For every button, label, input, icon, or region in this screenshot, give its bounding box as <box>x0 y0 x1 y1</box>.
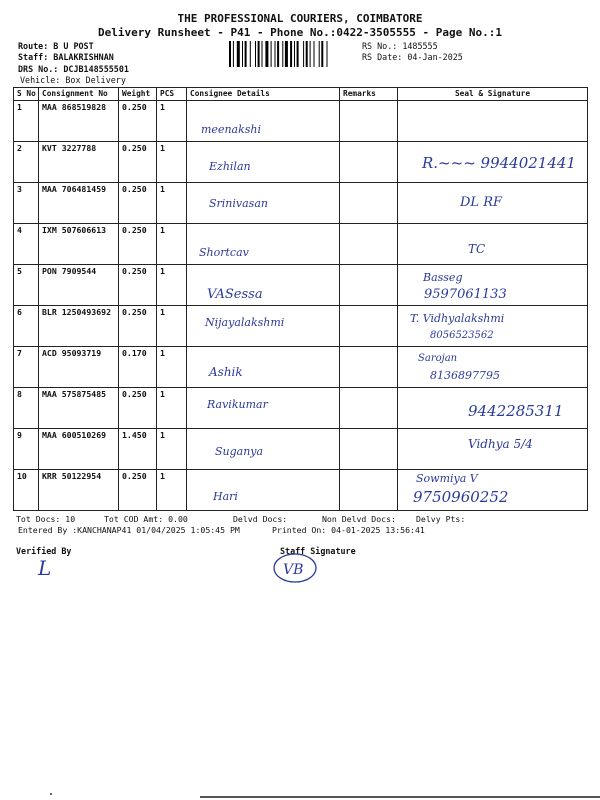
weight-cell: 0.250 <box>119 388 157 429</box>
seal-handwriting: 9442285311 <box>468 402 564 420</box>
entered-by: Entered By :KANCHANAP41 01/04/2025 1:05:45 PM <box>18 525 240 535</box>
remarks-cell <box>340 306 398 347</box>
seal-handwriting: TC <box>468 242 486 256</box>
seal-handwriting: T. Vidhyalakshmi <box>410 312 505 325</box>
rs-number: RS No.: 1485555 <box>362 41 438 51</box>
seal-signature-cell <box>398 347 588 388</box>
seal-signature-cell <box>398 306 588 347</box>
table-row <box>14 388 588 429</box>
column-header: Consignee Details <box>187 88 340 101</box>
seal-handwriting: Basseg <box>423 271 463 284</box>
serial-number-cell: 4 <box>14 224 39 265</box>
remarks-cell <box>340 347 398 388</box>
printed-on: Printed On: 04-01-2025 13:56:41 <box>272 525 425 535</box>
seal-phone-handwriting: 8056523562 <box>430 330 494 341</box>
remarks-cell <box>340 265 398 306</box>
verified-signature: L <box>38 556 52 580</box>
pieces-cell: 1 <box>157 306 187 347</box>
consignee-handwriting: Ashik <box>209 365 243 379</box>
seal-signature-cell <box>398 265 588 306</box>
consignee-handwriting: Shortcav <box>199 246 249 259</box>
consignee-handwriting: Ravikumar <box>207 398 268 411</box>
consignment-number-cell: PON 7909544 <box>39 265 119 306</box>
column-header: S No <box>14 88 39 101</box>
serial-number-cell: 6 <box>14 306 39 347</box>
route-label: Route: B U POST <box>18 41 94 51</box>
table-row <box>14 142 588 183</box>
company-title: THE PROFESSIONAL COURIERS, COIMBATORE <box>177 12 423 25</box>
consignee-handwriting: Srinivasan <box>209 197 268 210</box>
column-header: Seal & Signature <box>398 88 588 101</box>
consignee-cell <box>187 183 340 224</box>
weight-cell: 0.170 <box>119 347 157 388</box>
seal-phone-handwriting: 9597061133 <box>424 287 507 302</box>
seal-phone-handwriting: 9750960252 <box>413 488 509 506</box>
non-delivered-docs: Non Delvd Docs: <box>322 514 396 524</box>
weight-cell: 0.250 <box>119 224 157 265</box>
table-row <box>14 470 588 511</box>
weight-cell: 0.250 <box>119 306 157 347</box>
rs-date: RS Date: 04-Jan-2025 <box>362 52 463 62</box>
column-header: Consignment No <box>39 88 119 101</box>
consignee-handwriting: Hari <box>213 490 238 503</box>
remarks-cell <box>340 429 398 470</box>
consignee-handwriting: Nijayalakshmi <box>205 316 285 329</box>
svg-text:VB: VB <box>283 562 304 578</box>
seal-signature-cell <box>398 388 588 429</box>
remarks-cell <box>340 183 398 224</box>
table-row <box>14 429 588 470</box>
pieces-cell: 1 <box>157 470 187 511</box>
consignee-handwriting: VASessa <box>207 287 263 302</box>
table-row <box>14 101 588 142</box>
delivery-points: Delvy Pts: <box>416 514 466 524</box>
consignment-number-cell: MAA 706481459 <box>39 183 119 224</box>
column-header: Remarks <box>340 88 398 101</box>
consignee-cell <box>187 470 340 511</box>
seal-signature-cell <box>398 101 588 142</box>
consignment-number-cell: ACD 95093719 <box>39 347 119 388</box>
runsheet-table <box>13 87 588 511</box>
consignee-cell <box>187 429 340 470</box>
table-header-row <box>14 88 588 101</box>
seal-handwriting: Vidhya 5/4 <box>468 437 533 451</box>
remarks-cell <box>340 224 398 265</box>
seal-handwriting: Sowmiya V <box>416 472 478 485</box>
pieces-cell: 1 <box>157 101 187 142</box>
pieces-cell: 1 <box>157 183 187 224</box>
vehicle-label: Vehicle: Box Delivery <box>20 75 126 85</box>
runsheet-title: Delivery Runsheet - P41 - Phone No.:0422-3505555 - Page No.:1 <box>98 26 502 39</box>
seal-signature-cell <box>398 142 588 183</box>
consignment-number-cell: BLR 1250493692 <box>39 306 119 347</box>
table-row <box>14 224 588 265</box>
table-row <box>14 306 588 347</box>
consignee-cell <box>187 224 340 265</box>
pieces-cell: 1 <box>157 429 187 470</box>
weight-cell: 0.250 <box>119 142 157 183</box>
remarks-cell <box>340 470 398 511</box>
serial-number-cell: 1 <box>14 101 39 142</box>
pieces-cell: 1 <box>157 142 187 183</box>
column-header: PCS <box>157 88 187 101</box>
consignee-handwriting: Ezhilan <box>209 160 251 173</box>
staff-label: Staff: BALAKRISHNAN <box>18 52 114 62</box>
dot <box>50 793 52 795</box>
column-header: Weight <box>119 88 157 101</box>
serial-number-cell: 3 <box>14 183 39 224</box>
table-row <box>14 347 588 388</box>
staff-signature-mark <box>270 552 320 586</box>
weight-cell: 0.250 <box>119 265 157 306</box>
consignee-cell <box>187 142 340 183</box>
delivered-docs: Delvd Docs: <box>233 514 288 524</box>
remarks-cell <box>340 388 398 429</box>
total-docs: Tot Docs: 10 <box>16 514 76 524</box>
serial-number-cell: 9 <box>14 429 39 470</box>
drs-number: DRS No.: DCJB148555501 <box>18 64 129 74</box>
seal-signature-cell <box>398 470 588 511</box>
barcode-icon <box>229 41 355 67</box>
serial-number-cell: 2 <box>14 142 39 183</box>
weight-cell: 0.250 <box>119 183 157 224</box>
consignment-number-cell: KVT 3227788 <box>39 142 119 183</box>
total-cod-amount: Tot COD Amt: 0.00 <box>104 514 188 524</box>
table-row <box>14 183 588 224</box>
consignment-number-cell: KRR 50122954 <box>39 470 119 511</box>
serial-number-cell: 7 <box>14 347 39 388</box>
pieces-cell: 1 <box>157 224 187 265</box>
remarks-cell <box>340 101 398 142</box>
seal-handwriting: R.~~~ 9944021441 <box>422 154 576 172</box>
weight-cell: 0.250 <box>119 101 157 142</box>
serial-number-cell: 10 <box>14 470 39 511</box>
serial-number-cell: 5 <box>14 265 39 306</box>
verified-by-label: Verified By <box>16 546 72 556</box>
consignee-cell <box>187 347 340 388</box>
table-row <box>14 265 588 306</box>
consignee-handwriting: Suganya <box>215 445 264 458</box>
weight-cell: 0.250 <box>119 470 157 511</box>
consignment-number-cell: IXM 507606613 <box>39 224 119 265</box>
staff-signature-label: Staff Signature <box>280 546 356 556</box>
consignee-cell <box>187 265 340 306</box>
consignee-cell <box>187 388 340 429</box>
consignee-handwriting: meenakshi <box>201 123 262 136</box>
seal-signature-cell <box>398 224 588 265</box>
consignment-number-cell: MAA 868519828 <box>39 101 119 142</box>
consignee-cell <box>187 101 340 142</box>
consignment-number-cell: MAA 600510269 <box>39 429 119 470</box>
remarks-cell <box>340 142 398 183</box>
consignee-cell <box>187 306 340 347</box>
divider <box>200 796 600 798</box>
pieces-cell: 1 <box>157 347 187 388</box>
seal-signature-cell <box>398 429 588 470</box>
serial-number-cell: 8 <box>14 388 39 429</box>
seal-phone-handwriting: 8136897795 <box>430 369 500 382</box>
consignment-number-cell: MAA 575875485 <box>39 388 119 429</box>
pieces-cell: 1 <box>157 265 187 306</box>
seal-handwriting: Sarojan <box>418 353 458 364</box>
seal-signature-cell <box>398 183 588 224</box>
seal-handwriting: DL RF <box>460 195 502 210</box>
weight-cell: 1.450 <box>119 429 157 470</box>
pieces-cell: 1 <box>157 388 187 429</box>
